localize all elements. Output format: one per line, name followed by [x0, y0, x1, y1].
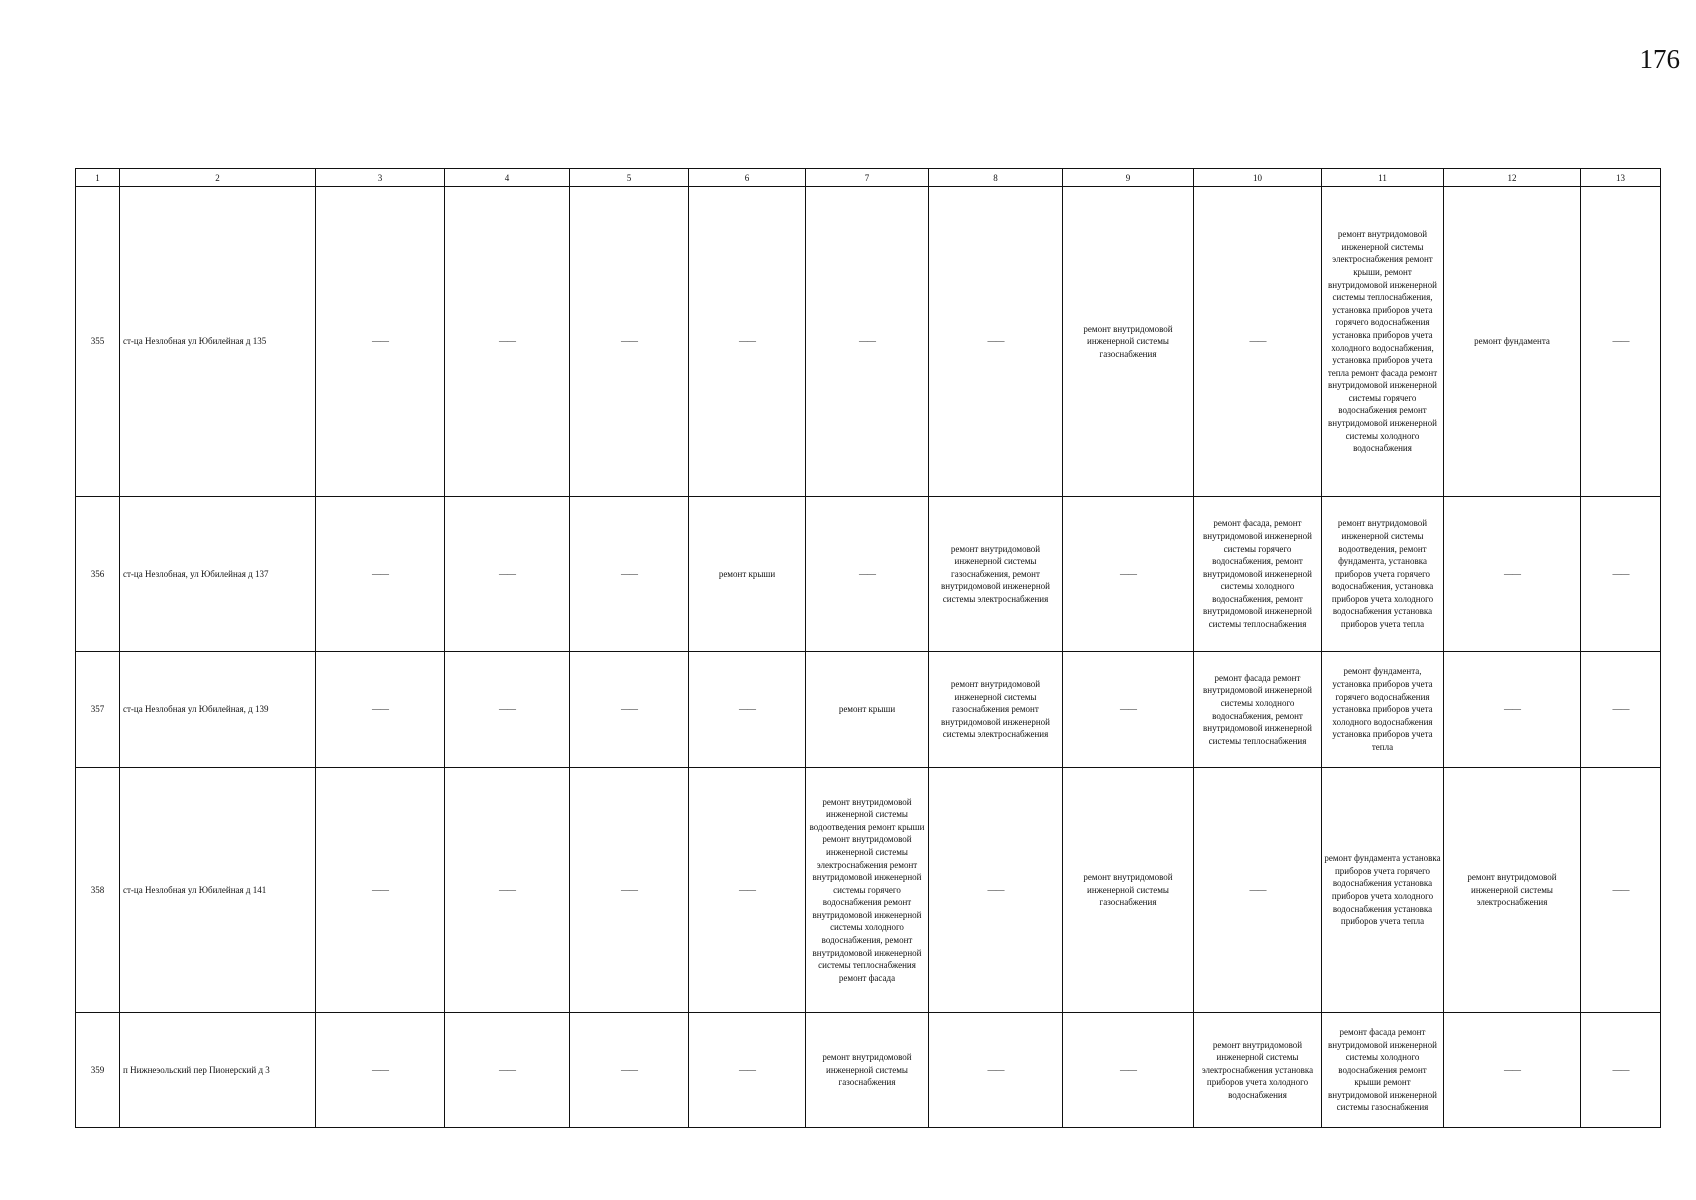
cell-col-13: ——: [1581, 652, 1661, 768]
cell-col-4: ——: [445, 652, 570, 768]
cell-col-9: ремонт внутридомовой инженерной системы газоснабжения: [1063, 187, 1194, 497]
table-row: [76, 1013, 1661, 1128]
cell-col-9: ——: [1063, 652, 1194, 768]
table-row: [76, 187, 1661, 497]
cell-col-9: ремонт внутридомовой инженерной системы газоснабжения: [1063, 768, 1194, 1013]
cell-col-9: ——: [1063, 497, 1194, 652]
cell-col-6: ——: [689, 652, 806, 768]
cell-col-10: ремонт фасада ремонт внутридомовой инженерной системы холодного водоснабжения, ремонт внутридомовой инженерной системы теплоснабжения: [1194, 652, 1322, 768]
cell-col-8: ——: [929, 187, 1063, 497]
column-number: 8: [929, 169, 1063, 187]
cell-col-3: ——: [316, 187, 445, 497]
column-number: 12: [1444, 169, 1581, 187]
row-number: 355: [76, 187, 120, 497]
column-number: 2: [120, 169, 316, 187]
cell-col-12: ——: [1444, 652, 1581, 768]
cell-col-10: ——: [1194, 187, 1322, 497]
cell-col-8: ——: [929, 768, 1063, 1013]
cell-col-4: ——: [445, 1013, 570, 1128]
cell-col-4: ——: [445, 187, 570, 497]
cell-col-10: ремонт внутридомовой инженерной системы электроснабжения установка приборов учета холодного водоснабжения: [1194, 1013, 1322, 1128]
table-row: [76, 497, 1661, 652]
cell-col-8: ——: [929, 1013, 1063, 1128]
cell-col-13: ——: [1581, 497, 1661, 652]
column-number: 9: [1063, 169, 1194, 187]
cell-col-12: ——: [1444, 497, 1581, 652]
cell-col-9: ——: [1063, 1013, 1194, 1128]
row-number: 356: [76, 497, 120, 652]
page-number: 176: [1639, 44, 1680, 74]
column-number: 6: [689, 169, 806, 187]
cell-col-6: ——: [689, 768, 806, 1013]
cell-col-7: ремонт внутридомовой инженерной системы газоснабжения: [806, 1013, 929, 1128]
column-number-row: [76, 169, 1661, 187]
cell-col-7: ремонт внутридомовой инженерной системы водоотведения ремонт крыши ремонт внутридомовой инженерной системы электроснабжения ремонт внутридомовой инженерной системы горячего водоснабжения ремонт внутридомовой инженерной системы холодного водоснабжения, ремонт внутридомовой инженерной системы теплоснабжения ремонт фасада: [806, 768, 929, 1013]
cell-col-5: ——: [570, 187, 689, 497]
cell-col-5: ——: [570, 497, 689, 652]
cell-col-11: ремонт фасада ремонт внутридомовой инженерной системы холодного водоснабжения ремонт крыши ремонт внутридомовой инженерной системы газоснабжения: [1322, 1013, 1444, 1128]
address-cell: п Нижнеэольский пер Пионерский д 3: [120, 1013, 316, 1128]
cell-col-13: ——: [1581, 1013, 1661, 1128]
address-cell: ст-ца Незлобная, ул Юбилейная д 137: [120, 497, 316, 652]
cell-col-6: ремонт крыши: [689, 497, 806, 652]
cell-col-5: ——: [570, 652, 689, 768]
cell-col-3: ——: [316, 497, 445, 652]
cell-col-7: ——: [806, 497, 929, 652]
cell-col-8: ремонт внутридомовой инженерной системы газоснабжения, ремонт внутридомовой инженерной системы электроснабжения: [929, 497, 1063, 652]
cell-col-8: ремонт внутридомовой инженерной системы газоснабжения ремонт внутридомовой инженерной системы электроснабжения: [929, 652, 1063, 768]
cell-col-3: ——: [316, 1013, 445, 1128]
cell-col-10: ремонт фасада, ремонт внутридомовой инженерной системы горячего водоснабжения, ремонт внутридомовой инженерной системы холодного водоснабжения, ремонт внутридомовой инженерной системы теплоснабжения: [1194, 497, 1322, 652]
cell-col-13: ——: [1581, 187, 1661, 497]
row-number: 359: [76, 1013, 120, 1128]
cell-col-6: ——: [689, 1013, 806, 1128]
cell-col-5: ——: [570, 768, 689, 1013]
cell-col-12: ремонт фундамента: [1444, 187, 1581, 497]
cell-col-12: ——: [1444, 1013, 1581, 1128]
cell-col-11: ремонт внутридомовой инженерной системы электроснабжения ремонт крыши, ремонт внутридомовой инженерной системы теплоснабжения, установка приборов учета горячего водоснабжения установка приборов учета холодного водоснабжения, установка приборов учета тепла ремонт фасада ремонт внутридомовой инженерной системы горячего водоснабжения ремонт внутридомовой инженерной системы холодного водоснабжения: [1322, 187, 1444, 497]
column-number: 4: [445, 169, 570, 187]
address-cell: ст-ца Незлобная ул Юбилейная, д 139: [120, 652, 316, 768]
table-row: [76, 768, 1661, 1013]
column-number: 13: [1581, 169, 1661, 187]
cell-col-11: ремонт фундамента установка приборов учета горячего водоснабжения установка приборов учета холодного водоснабжения установка приборов учета тепла: [1322, 768, 1444, 1013]
cell-col-4: ——: [445, 497, 570, 652]
row-number: 358: [76, 768, 120, 1013]
cell-col-13: ——: [1581, 768, 1661, 1013]
cell-col-11: ремонт фундамента, установка приборов учета горячего водоснабжения установка приборов учета холодного водоснабжения установка приборов учета тепла: [1322, 652, 1444, 768]
table-row: [76, 652, 1661, 768]
column-number: 1: [76, 169, 120, 187]
cell-col-3: ——: [316, 768, 445, 1013]
cell-col-12: ремонт внутридомовой инженерной системы электроснабжения: [1444, 768, 1581, 1013]
column-number: 7: [806, 169, 929, 187]
works-table: [75, 168, 1661, 1128]
cell-col-3: ——: [316, 652, 445, 768]
address-cell: ст-ца Незлобная ул Юбилейная д 141: [120, 768, 316, 1013]
cell-col-4: ——: [445, 768, 570, 1013]
row-number: 357: [76, 652, 120, 768]
cell-col-10: ——: [1194, 768, 1322, 1013]
cell-col-7: ——: [806, 187, 929, 497]
column-number: 10: [1194, 169, 1322, 187]
cell-col-5: ——: [570, 1013, 689, 1128]
column-number: 5: [570, 169, 689, 187]
column-number: 11: [1322, 169, 1444, 187]
cell-col-11: ремонт внутридомовой инженерной системы водоотведения, ремонт фундамента, установка приборов учета горячего водоснабжения, установка приборов учета холодного водоснабжения установка приборов учета тепла: [1322, 497, 1444, 652]
column-number: 3: [316, 169, 445, 187]
cell-col-6: ——: [689, 187, 806, 497]
address-cell: ст-ца Незлобная ул Юбилейная д 135: [120, 187, 316, 497]
cell-col-7: ремонт крыши: [806, 652, 929, 768]
